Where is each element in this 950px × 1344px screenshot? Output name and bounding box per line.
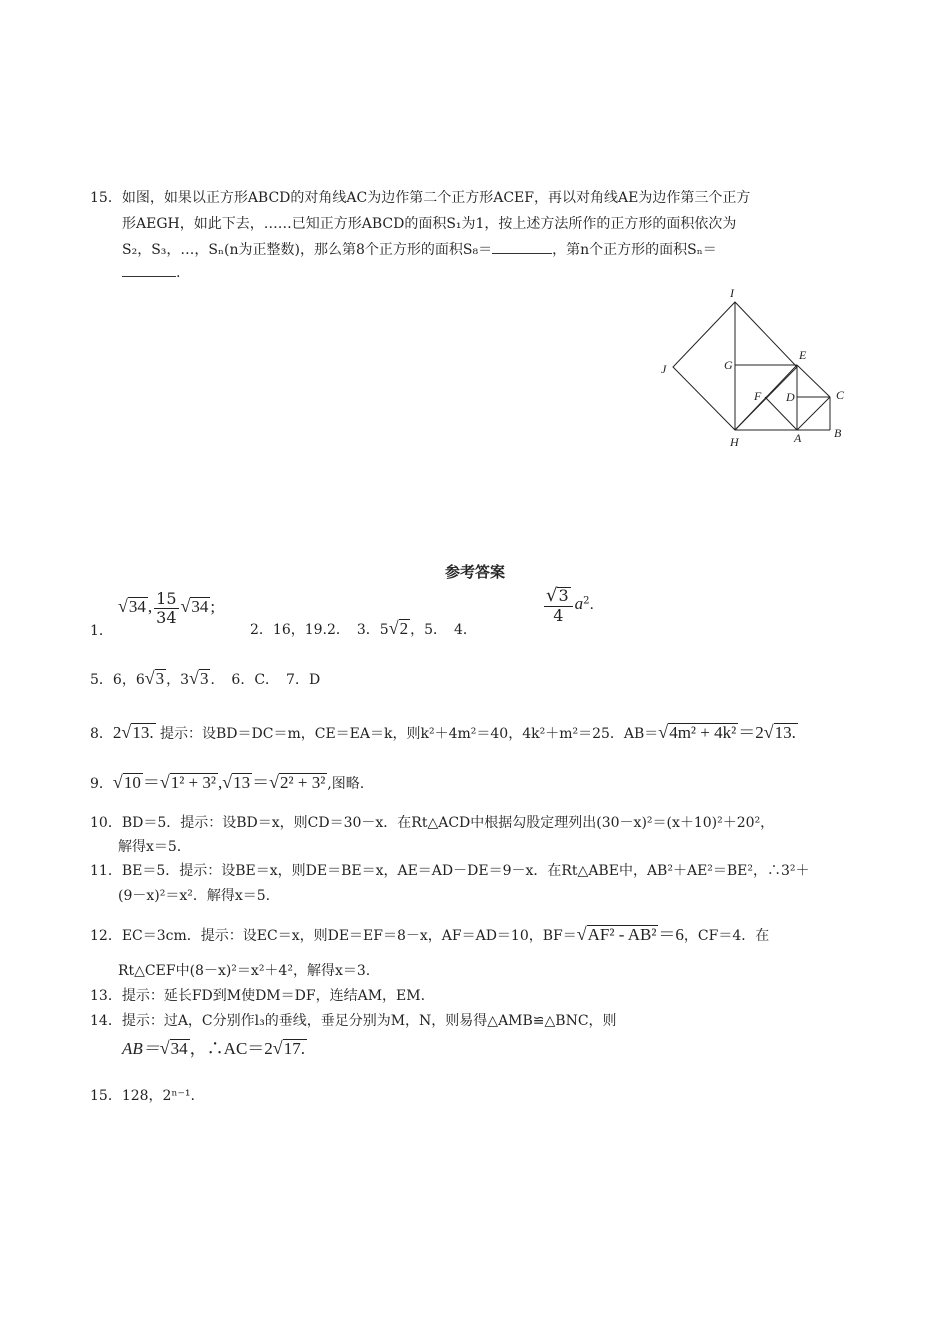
label-g: G <box>724 358 733 372</box>
answer-11-line2: (9－x)²＝x²．解得x＝5. <box>118 888 271 904</box>
sqrt-13-c: 13 <box>233 773 251 792</box>
sqrt-2: 2 <box>399 619 409 638</box>
answer-10-line1: 10．BD＝5．提示：设BD＝x，则CD＝30－x．在Rt△ACD中根据勾股定理列出(30－x)²＝(x＋10)²＋20²， <box>90 815 775 831</box>
sqrt-af-ab: AF² - AB² <box>587 925 657 944</box>
answer-1-math: √34 , $\frac{15}{34}$ √34 ; <box>118 589 216 627</box>
frac-num-15: 15 <box>156 589 177 608</box>
answer-2-3: 2．16，19.2． 3．5√2 ，5． 4． <box>250 618 477 638</box>
answer-8-num: 8． <box>90 726 113 742</box>
answer-10-line2: 解得x＝5. <box>118 839 182 855</box>
q15-line1: 15．如图，如果以正方形ABCD的对角线AC为边作第二个正方形ACEF，再以对角线AE为边作第三个正方 <box>90 190 751 206</box>
answer-3-4-text: ，5． 4． <box>410 622 477 638</box>
answer-4-math: $\frac{√3}{4}$ $a^2$. <box>546 585 594 625</box>
answer-14-line1: 14．提示：过A，C分别作l₃的垂线，垂足分别为M，N，则易得△AMB≌△BNC，则 <box>90 1013 617 1029</box>
answer-11-line1: 11．BE＝5．提示：设BE＝x，则DE＝BE＝x，AE＝AD－DE＝9－x．在Rt△ABE中，AB²＋AE²＝BE²，∴3²＋ <box>90 863 810 879</box>
answer-12-text: 12．EC＝3cm．提示：设EC＝x，则DE＝EF＝8－x，AF＝AD＝10，BF＝ <box>90 928 577 944</box>
label-h: H <box>730 435 739 449</box>
answer-14-mid: ，∴AC＝2 <box>189 1039 273 1058</box>
sqrt-3-a: 3 <box>155 669 165 688</box>
answers-title: 参考答案 <box>444 563 505 581</box>
sqrt-1-3: 1² + 3² <box>170 773 216 792</box>
sqrt-17: 17. <box>283 1039 305 1058</box>
square-figure <box>655 282 855 452</box>
q15-line4 <box>122 265 180 281</box>
sqrt-2-3: 2² + 3² <box>280 773 326 792</box>
label-e: E <box>799 348 807 362</box>
answer-12-eq: ＝6 <box>658 925 684 944</box>
line-ec <box>797 365 830 397</box>
sqrt-3-b: 3 <box>199 669 209 688</box>
sqrt-4m2-4k2: 4m² + 4k² <box>669 723 737 742</box>
answer-6-7-text: ． 6．C． 7．D <box>210 672 321 688</box>
label-j: J <box>661 362 667 376</box>
answer-5-text1: 5．6，6 <box>90 672 145 688</box>
sqrt-13: 13. <box>132 723 154 742</box>
answer-8-hint: 提示：设BD＝DC＝m，CE＝EA＝k，则k²＋4m²＝40，4k²＋m²＝25．AB＝ <box>160 726 659 742</box>
label-c: C <box>836 388 845 402</box>
answer-5-7: 5．6，6√3 ，3√3 ． 6．C． 7．D <box>90 668 321 688</box>
sqrt-13-b: 13. <box>774 723 796 742</box>
answer-12-line1: 12．EC＝3cm．提示：设EC＝x，则DE＝EF＝8－x，AF＝AD＝10，BF＝√AF² - AB² ＝6，CF＝4．在 <box>90 924 770 944</box>
sqrt-3: 3 <box>558 586 569 605</box>
label-b: B <box>834 426 842 440</box>
answer-8: 8．2√13. 提示：设BD＝DC＝m，CE＝EA＝k，则k²＋4m²＝40，4k²＋m²＝25．AB＝√4m² + 4k² ＝2√13. <box>90 722 796 742</box>
frac-den-34: 34 <box>156 607 177 627</box>
answer-5-text2: ，3 <box>166 672 190 688</box>
answer-1-num: 1． <box>90 623 113 639</box>
answer-14-line2: AB＝√34 ，∴AC＝2√17. <box>122 1038 305 1058</box>
sqrt-34: 34 <box>128 597 146 617</box>
q15-line3 <box>122 239 717 259</box>
label-d: D <box>786 390 795 404</box>
q15-line3-part1: S₂，S₃，…，Sₙ(n为正整数)，那么第8个正方形的面积S₈＝ <box>122 242 493 258</box>
line-ac <box>797 397 830 430</box>
answer-9-end: ,图略. <box>327 776 365 792</box>
sqrt-10: 10 <box>123 773 141 792</box>
answer-13: 13．提示：延长FD到M使DM＝DF，连结AM，EM. <box>90 988 426 1004</box>
q15-line3-part2: ，第n个正方形的面积Sₙ＝ <box>552 242 717 258</box>
answer-15: 15．128，2ⁿ⁻¹. <box>90 1088 195 1104</box>
q15-period: . <box>176 265 181 281</box>
q15-line2: 形AEGH，如此下去，……已知正方形ABCD的面积S₁为1，按上述方法所作的正方形的面积依次为 <box>122 216 737 232</box>
label-f: F <box>754 389 762 403</box>
answer-9: 9．√10 ＝√1² + 3² ,√13 ＝√2² + 3² ,图略. <box>90 772 365 792</box>
sqrt-34-b: 34 <box>191 597 209 617</box>
sqrt-34-c: 34 <box>170 1039 188 1058</box>
answer-12-text-b: ，CF＝4．在 <box>683 928 770 944</box>
answer-blank-2 <box>122 276 176 277</box>
answer-12-line2: Rt△CEF中(8－x)²＝x²＋4²，解得x＝3. <box>118 963 371 979</box>
answer-8-coef: 2 <box>112 723 122 742</box>
answer-8-eq: ＝2 <box>738 723 764 742</box>
label-i: I <box>730 286 734 300</box>
answer-2-3-text: 2．16，19.2． 3．5 <box>250 622 389 638</box>
answer-9-num: 9． <box>90 776 113 792</box>
answer-14-ab: AB＝ <box>122 1039 160 1058</box>
answer-blank-1 <box>492 253 552 254</box>
frac-den-4: 4 <box>553 605 564 625</box>
label-a: A <box>794 431 802 445</box>
